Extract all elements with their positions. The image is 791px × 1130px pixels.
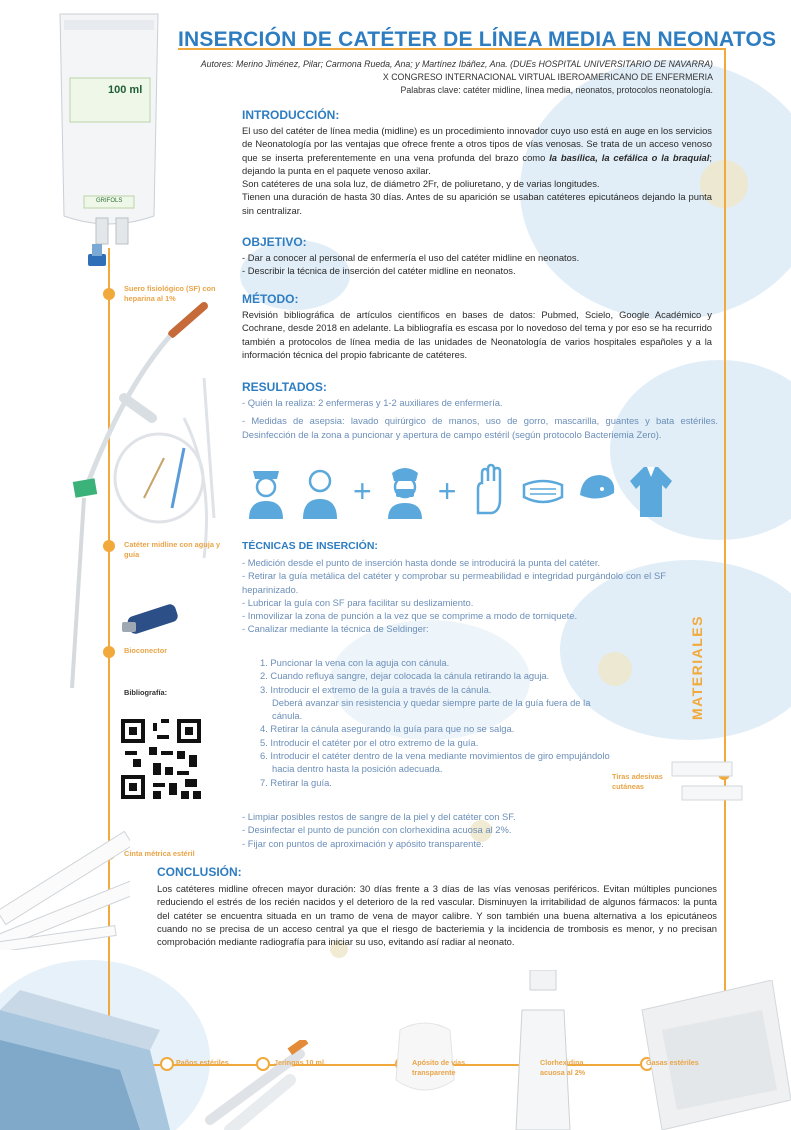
ppe-icon-row — [243, 460, 723, 522]
tecnicas-item: - Medición desde el punto de inserción hasta donde se introducirá la punta del catéter. — [242, 557, 601, 568]
seldinger-step: 4. Retirar la cánula asegurando la guía para que no se salga. — [260, 723, 515, 735]
resultados-item: - Quién la realiza: 2 enfermeras y 1-2 auxiliares de enfermería. — [242, 397, 503, 408]
seldinger-steps — [260, 656, 620, 789]
conclusion-text: Los catéteres midline ofrecen mayor duración: 30 días frente a 3 días de las vías venosas periféricos. Evitan múltiples punciones reduciendo el estrés de los recién nacidos y el deterioro de la red vascular. Disminuyen la irritabilidad de algunos fármacos: la punta del catéter se encuentra situada en un tramo de vena de mayor calibre. Y son también una buena alternativa a los epicutáneos cuando no se precisa de un acceso central ya que el riesgo de bacteriemia y la incidencia de trombosis es menor, y no precisan comprobación mediante radiografía para iniciar su uso, evitando así radiar al neonato. — [157, 883, 717, 948]
keywords-line: Palabras clave: catéter midline, línea media, neonatos, protocolos neonatología. — [400, 84, 713, 95]
label-clorhexidina: Clorhexidina acuosa al 2% — [540, 1058, 586, 1077]
resultados-item: - Medidas de asepsia: lavado quirúrgico de manos, uso de gorro, mascarilla, guantes y bata estériles. Desinfección de la zona a puncionar y apertura de campo estéril (según protocolo Bacteriemia Zero). — [242, 415, 718, 440]
measuring-tape-image — [0, 800, 130, 950]
objetivo-title: OBJETIVO: — [242, 235, 307, 249]
adhesive-strips-image — [668, 756, 748, 816]
label-gasas: Gasas estériles — [646, 1058, 699, 1067]
label-aposito: Apósito de vías transparente — [412, 1058, 466, 1077]
masked-face-icon — [382, 463, 428, 519]
conclusion-title: CONCLUSIÓN: — [157, 865, 242, 879]
tecnicas-after-item: - Desinfectar el punto de punción con clorhexidina acuosa al 2%. — [242, 824, 512, 836]
cap-icon — [574, 463, 620, 519]
gauze-image — [632, 980, 791, 1130]
seldinger-step: 2. Cuando refluya sangre, dejar colocada la cánula retirando la aguja. — [260, 670, 550, 682]
bottle-image — [508, 970, 578, 1130]
gown-icon — [628, 463, 674, 519]
tecnicas-item: - Inmovilizar la zona de punción a la vez que se comprime a modo de torniquete. — [242, 610, 578, 622]
bag-volume-label: 100 ml — [108, 84, 143, 96]
seldinger-step: 5. Introducir el catéter por el otro extremo de la guía. — [260, 736, 479, 748]
intro-title: INTRODUCCIÓN: — [242, 108, 340, 122]
authors-line: Autores: Merino Jiménez, Pilar; Carmona Rueda, Ana; y Martínez Ibáñez, Ana. (DUEs HOSPITAL UNIVERSITARIO DE NAVARRA) — [200, 59, 713, 69]
bioconnector-image — [118, 600, 188, 640]
page-title: INSERCIÓN DE CATÉTER DE LÍNEA MEDIA EN NEONATOS — [178, 28, 777, 51]
intro-p1c: ; dejando la punta en el paquete venoso axilar. — [242, 151, 712, 176]
frame-right-line — [724, 48, 726, 1064]
seldinger-step-note: Deberá avanzar sin resistencia y quedar siempre parte de la guía fuera de la cánula. — [272, 696, 591, 722]
bag-brand-label: GRIFOLS — [96, 198, 123, 204]
resultados-list — [242, 396, 718, 441]
label-jeringas: Jeringas 10 ml. — [274, 1058, 326, 1067]
plus-icon: + — [353, 473, 372, 509]
metodo-title: MÉTODO: — [242, 292, 299, 306]
syringe-image — [200, 1040, 320, 1130]
label-panos: Paños estériles — [176, 1058, 229, 1067]
seldinger-step: 3. Introducir el extremo de la guía a través de la cánula. — [260, 683, 492, 695]
tecnicas-title: TÉCNICAS DE INSERCIÓN: — [242, 540, 378, 552]
materials-vertical-label: MATERIALES — [689, 615, 705, 720]
seldinger-step: 6. Introducir el catéter dentro de la vena mediante movimientos de giro empujándolo hacia dentro hasta la posición adecuada. — [260, 750, 610, 775]
label-bibliografia: Bibliografía: — [124, 688, 168, 697]
tecnicas-list — [242, 556, 666, 636]
seldinger-step: 1. Puncionar la vena con la aguja con cánula. — [260, 657, 450, 668]
tecnicas-after-item: - Fijar con puntos de aproximación y apósito transparente. — [242, 837, 484, 849]
intro-p2: Son catéteres de una sola luz, de diámetro 2Fr, de poliuretano, y de varias longitudes. — [242, 178, 600, 190]
header-meta — [201, 58, 713, 96]
tecnicas-after-list — [242, 810, 662, 850]
label-tiras: Tiras adesivas cutáneas — [612, 772, 663, 791]
intro-p1a: El uso del catéter de línea media (midline) es un procedimiento innovador cuyo uso está en auge en los servicios de Neonatología por las ventajas que ofrece frente a otros tipos de vías venosas. Se trata de un acceso venoso que se inserta preferentemente en una vena profunda del brazo como — [242, 125, 712, 163]
resultados-title: RESULTADOS: — [242, 380, 327, 394]
label-suero: Suero fisiológico (SF) con heparina al 1% — [124, 284, 216, 303]
label-cinta: Cinta métrica estéril — [124, 849, 195, 858]
intro-veins: la basílica, la cefálica o la braquial — [549, 151, 710, 163]
gloves-icon — [466, 463, 512, 519]
intro-text — [242, 124, 712, 217]
objetivo-item: - Dar a conocer al personal de enfermería el uso del catéter midline en neonatos. — [242, 252, 580, 263]
metodo-text: Revisión bibliográfica de artículos científicos en bases de datos: Pubmed, Scielo, Google Académico y Cochrane, desde 2018 en adelante. La bibliografía es escasa por lo novedoso del tema y por eso se ha recurrido también a protocolos de línea media de las unidades de Neonatología de varios hospitales españoles y a la información técnica del propio fabricante de catéteres. — [242, 309, 712, 360]
label-cateter: Catéter midline con aguja y guía — [124, 540, 221, 559]
seldinger-step: 7. Retirar la guía. — [260, 776, 332, 788]
label-bioconector: Bioconector — [124, 646, 168, 655]
intro-p3: Tienen una duración de hasta 30 días. Antes de su aparición se usaban catéteres epicutáneos dejando la punta sin centralizar. — [242, 191, 712, 216]
tecnicas-item: - Lubricar la guía con SF para facilitar su deslizamiento. — [242, 596, 474, 608]
plus-icon: + — [437, 473, 457, 509]
tecnicas-item: - Canalizar mediante la técnica de Seldinger: — [242, 623, 429, 635]
objetivo-list — [242, 251, 712, 278]
qr-code[interactable] — [117, 715, 205, 803]
tecnicas-item: - Retirar la guía metálica del catéter y comprobar su permeabilidad e integridad purgándolo con el SF heparinizado. — [242, 570, 666, 595]
saline-bag-image — [54, 6, 164, 276]
nurse-icon — [243, 463, 289, 519]
tecnicas-after-item: - Limpiar posibles restos de sangre de la piel y del catéter con SF. — [242, 811, 516, 822]
congress-line: X CONGRESO INTERNACIONAL VIRTUAL IBEROAMERICANO DE ENFERMERIA — [382, 71, 713, 82]
mask-icon — [520, 463, 566, 519]
objetivo-item: - Describir la técnica de inserción del catéter midline en neonatos. — [242, 265, 516, 277]
assistant-icon — [297, 463, 343, 519]
sterile-drapes-image — [0, 990, 170, 1130]
